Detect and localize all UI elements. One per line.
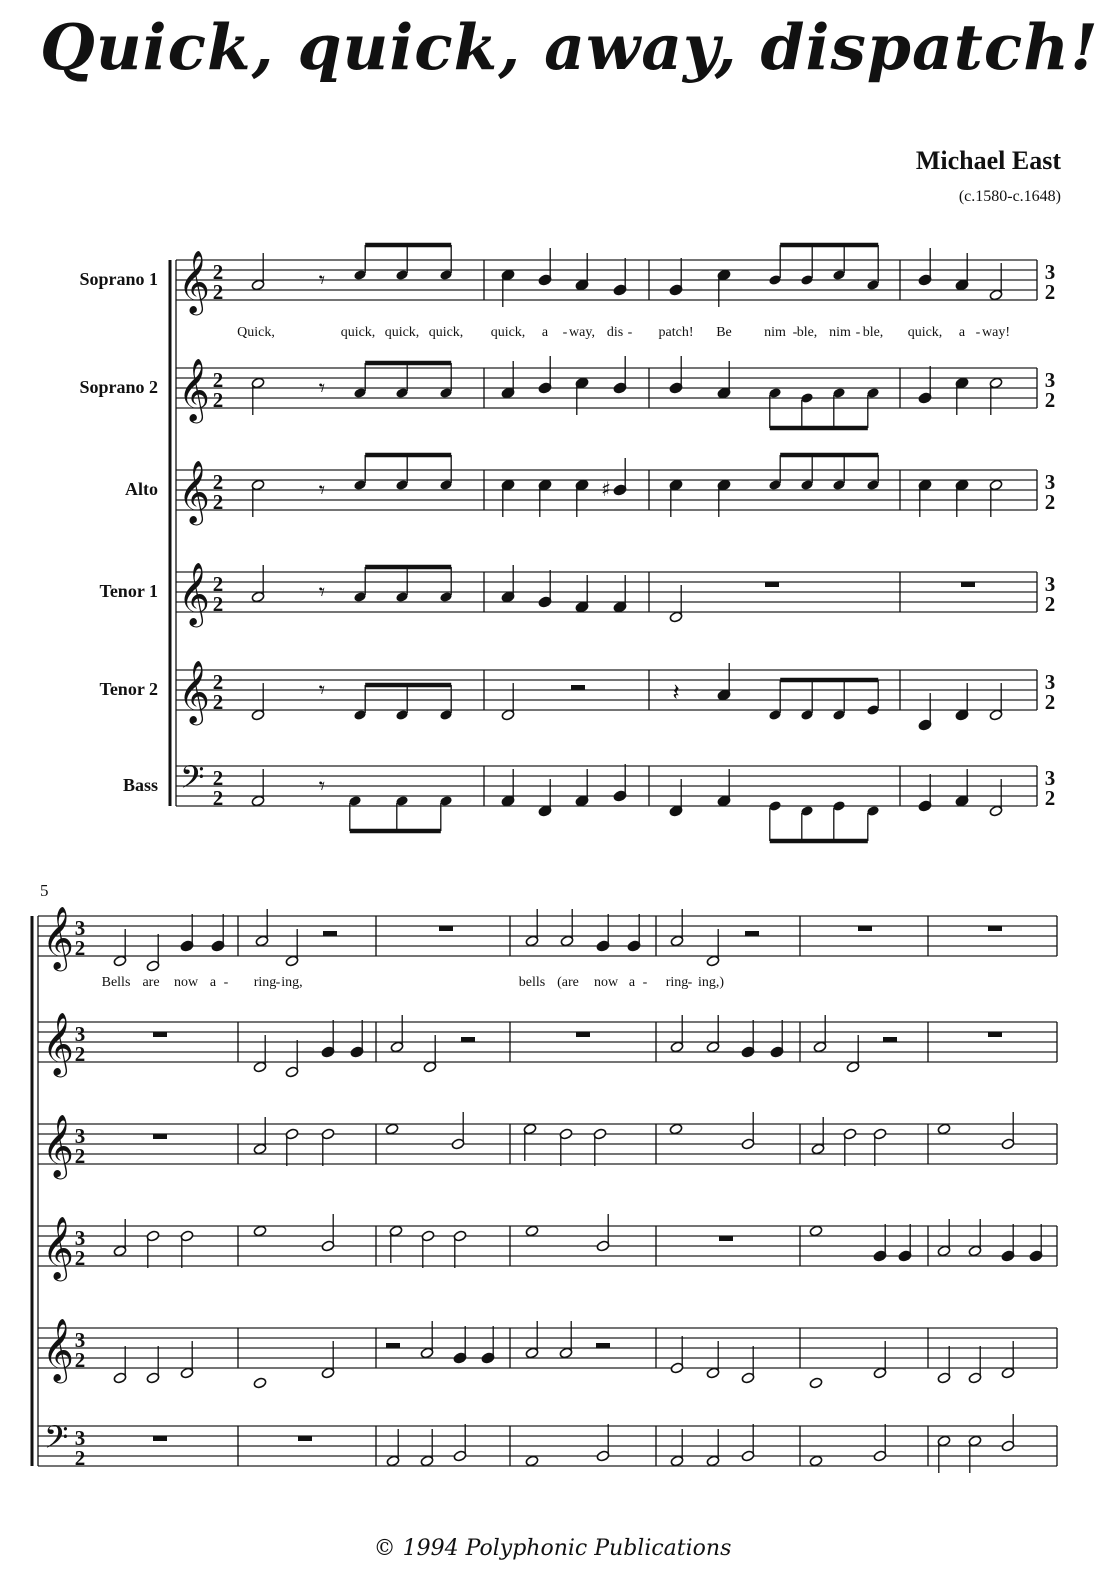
bass-clef: 𝄢 xyxy=(180,759,205,803)
lyric-syllable: ring xyxy=(253,975,277,990)
time-signature-bottom: 2 xyxy=(1044,490,1056,514)
time-signature-bottom: 2 xyxy=(212,280,224,304)
time-signature-top: 3 xyxy=(74,916,86,940)
time-signature-top: 3 xyxy=(1044,368,1056,392)
time-signature-bottom: 2 xyxy=(74,936,86,960)
time-signature-top: 2 xyxy=(212,470,224,494)
lyric-syllable: - xyxy=(275,975,281,990)
lyric-syllable: now xyxy=(593,975,619,990)
time-signature-top: 3 xyxy=(1044,260,1056,284)
treble-clef: 𝄞 xyxy=(42,1318,74,1381)
lyric-syllable: a xyxy=(209,975,217,990)
lyric-syllable: ring xyxy=(665,975,689,990)
eighth-rest: 𝄾 xyxy=(318,374,326,402)
treble-clef: 𝄞 xyxy=(178,250,210,313)
note-head xyxy=(809,1225,823,1237)
time-signature-bottom: 2 xyxy=(74,1446,86,1470)
eighth-rest: 𝄾 xyxy=(318,676,326,704)
lyric-syllable: way! xyxy=(982,325,1010,340)
half-rest xyxy=(461,1037,475,1042)
whole-rest xyxy=(153,1032,167,1037)
time-signature-bottom: 2 xyxy=(74,1348,86,1372)
lyric-syllable: patch! xyxy=(658,325,694,340)
whole-rest xyxy=(153,1134,167,1139)
lyric-syllable: - xyxy=(792,325,798,340)
note-head xyxy=(669,1123,683,1135)
treble-clef: 𝄞 xyxy=(178,660,210,723)
quarter-rest: 𝄽 xyxy=(672,678,680,706)
treble-clef: 𝄞 xyxy=(42,906,74,969)
half-rest xyxy=(745,931,759,936)
bass-clef: 𝄢 xyxy=(44,1419,69,1463)
part-name: Soprano 2 xyxy=(79,377,158,397)
time-signature-bottom: 2 xyxy=(212,388,224,412)
lyric-syllable: nim xyxy=(829,325,851,340)
half-rest xyxy=(596,1343,610,1348)
whole-rest xyxy=(153,1436,167,1441)
half-rest xyxy=(571,685,585,690)
treble-clef: 𝄞 xyxy=(178,562,210,625)
lyric-syllable: - xyxy=(975,325,981,340)
time-signature-top: 3 xyxy=(74,1328,86,1352)
note-head xyxy=(525,1225,539,1237)
whole-rest xyxy=(576,1032,590,1037)
lyric-syllable: a xyxy=(541,325,549,340)
lyric-syllable: quick, xyxy=(384,325,420,340)
lyric-syllable: dis xyxy=(606,325,624,340)
time-signature-bottom: 2 xyxy=(212,690,224,714)
time-signature-bottom: 2 xyxy=(212,490,224,514)
lyric-syllable: Quick, xyxy=(237,325,275,340)
time-signature-top: 3 xyxy=(1044,670,1056,694)
lyric-syllable: quick, xyxy=(340,325,376,340)
composer-name: Michael East xyxy=(915,146,1061,175)
time-signature-top: 3 xyxy=(74,1226,86,1250)
part-name: Bass xyxy=(122,775,158,795)
time-signature-bottom: 2 xyxy=(74,1042,86,1066)
note-head xyxy=(385,1123,399,1135)
lyric-syllable: Be xyxy=(716,325,732,340)
composer-dates: (c.1580-c.1648) xyxy=(958,188,1061,205)
lyric-syllable: are xyxy=(142,975,160,990)
whole-rest xyxy=(858,926,872,931)
part-name: Tenor 2 xyxy=(99,679,158,699)
whole-rest xyxy=(719,1236,733,1241)
note-head xyxy=(937,1123,951,1135)
lyric-syllable: a xyxy=(628,975,636,990)
time-signature-bottom: 2 xyxy=(212,786,224,810)
treble-clef: 𝄞 xyxy=(42,1216,74,1279)
note-head xyxy=(809,1455,823,1467)
half-rest xyxy=(883,1037,897,1042)
lyric-syllable: now xyxy=(173,975,199,990)
time-signature-top: 2 xyxy=(212,572,224,596)
lyric-syllable: a xyxy=(958,325,966,340)
lyric-syllable: ing,) xyxy=(697,975,725,990)
time-signature-top: 2 xyxy=(212,368,224,392)
lyric-syllable: - xyxy=(855,325,861,340)
time-signature-top: 3 xyxy=(74,1022,86,1046)
time-signature-top: 3 xyxy=(74,1124,86,1148)
note-head xyxy=(253,1225,267,1237)
lyric-syllable: Bells xyxy=(101,975,131,990)
lyric-syllable: - xyxy=(562,325,568,340)
lyric-syllable: ble, xyxy=(796,325,818,340)
time-signature-top: 2 xyxy=(212,670,224,694)
eighth-rest: 𝄾 xyxy=(318,266,326,294)
time-signature-bottom: 2 xyxy=(74,1144,86,1168)
whole-rest xyxy=(988,1032,1002,1037)
lyric-syllable: - xyxy=(642,975,648,990)
lyric-syllable: ing, xyxy=(281,975,303,990)
note-head xyxy=(809,1377,823,1389)
time-signature-bottom: 2 xyxy=(1044,388,1056,412)
whole-rest xyxy=(439,926,453,931)
half-rest xyxy=(386,1343,400,1348)
lyric-syllable: quick, xyxy=(907,325,943,340)
part-name: Soprano 1 xyxy=(79,269,158,289)
time-signature-top: 2 xyxy=(212,766,224,790)
half-rest xyxy=(323,931,337,936)
time-signature-top: 3 xyxy=(1044,766,1056,790)
sharp-accidental: ♯ xyxy=(601,477,611,501)
lyric-syllable: - xyxy=(687,975,693,990)
time-signature-bottom: 2 xyxy=(1044,690,1056,714)
lyric-syllable: (are xyxy=(557,975,579,990)
whole-rest xyxy=(961,582,975,587)
lyric-syllable: - xyxy=(627,325,633,340)
lyric-syllable: way, xyxy=(569,325,595,340)
lyric-syllable: nim xyxy=(764,325,786,340)
whole-rest xyxy=(988,926,1002,931)
eighth-rest: 𝄾 xyxy=(318,772,326,800)
copyright-notice: © 1994 Polyphonic Publications xyxy=(373,1536,732,1561)
treble-clef: 𝄞 xyxy=(178,460,210,523)
lyric-syllable: - xyxy=(223,975,229,990)
treble-clef: 𝄞 xyxy=(42,1114,74,1177)
time-signature-bottom: 2 xyxy=(1044,280,1056,304)
eighth-rest: 𝄾 xyxy=(318,476,326,504)
part-name: Tenor 1 xyxy=(99,581,158,601)
time-signature-top: 3 xyxy=(1044,572,1056,596)
time-signature-top: 3 xyxy=(1044,470,1056,494)
treble-clef: 𝄞 xyxy=(42,1012,74,1075)
lyric-syllable: bells xyxy=(518,975,546,990)
treble-clef: 𝄞 xyxy=(178,358,210,421)
note-head xyxy=(253,1377,267,1389)
time-signature-bottom: 2 xyxy=(74,1246,86,1270)
note-head xyxy=(525,1455,539,1467)
time-signature-top: 3 xyxy=(74,1426,86,1450)
part-name: Alto xyxy=(125,479,158,499)
time-signature-bottom: 2 xyxy=(1044,592,1056,616)
lyric-syllable: quick, xyxy=(490,325,526,340)
time-signature-top: 2 xyxy=(212,260,224,284)
eighth-rest: 𝄾 xyxy=(318,578,326,606)
measure-number: 5 xyxy=(40,881,49,900)
lyric-syllable: quick, xyxy=(428,325,464,340)
time-signature-bottom: 2 xyxy=(212,592,224,616)
whole-rest xyxy=(298,1436,312,1441)
whole-rest xyxy=(765,582,779,587)
time-signature-bottom: 2 xyxy=(1044,786,1056,810)
page-title: Quick, quick, away, dispatch! xyxy=(40,10,1099,84)
lyric-syllable: ble, xyxy=(862,325,884,340)
